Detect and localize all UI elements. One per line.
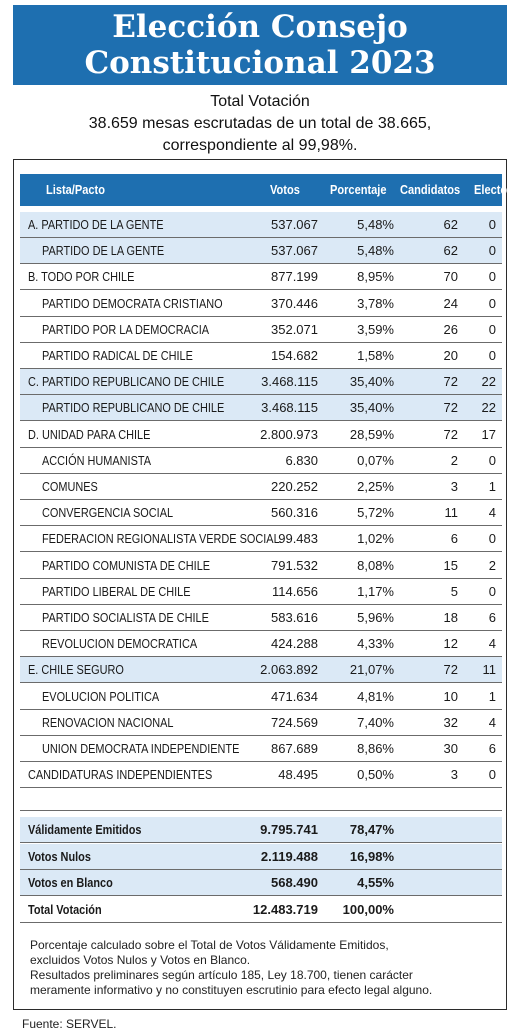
party-name: UNION DEMOCRATA INDEPENDIENTE <box>42 741 240 756</box>
totals-percent: 16,98% <box>349 848 394 864</box>
header-percent: Porcentaje <box>330 182 387 197</box>
votes-value: 791.532 <box>271 557 318 573</box>
table-row <box>20 395 502 421</box>
table-row <box>20 526 502 552</box>
table-row <box>20 448 502 474</box>
percent-value: 7,40% <box>357 714 394 730</box>
party-name: PARTIDO POR LA DEMOCRACIA <box>42 321 210 337</box>
party-name: ACCIÓN HUMANISTA <box>42 452 152 468</box>
table-header <box>20 174 508 206</box>
elected-value: 6 <box>488 741 496 756</box>
elected-value: 0 <box>488 243 496 259</box>
percent-value: 5,48% <box>357 243 394 259</box>
candidates-value: 62 <box>443 217 458 232</box>
candidates-value: 3 <box>450 767 458 783</box>
totals-row <box>20 870 502 896</box>
table-row <box>20 291 502 317</box>
totals-percent: 78,47% <box>349 822 394 837</box>
percent-value: 2,25% <box>357 479 394 494</box>
totals-percent: 100,00% <box>342 901 394 917</box>
party-name: REVOLUCION DEMOCRATICA <box>42 636 198 652</box>
percent-value: 0,50% <box>357 767 394 783</box>
party-name: PARTIDO DE LA GENTE <box>42 243 165 259</box>
header-candidates: Candidatos <box>400 182 461 197</box>
party-name: EVOLUCION POLITICA <box>42 688 160 704</box>
table-row <box>20 710 502 736</box>
candidates-value: 2 <box>450 452 458 468</box>
row-separator <box>20 787 502 788</box>
votes-value: 537.067 <box>271 243 318 259</box>
candidates-value: 3 <box>450 479 458 494</box>
votes-value: 3.468.115 <box>261 374 318 390</box>
party-name: D. UNIDAD PARA CHILE <box>28 426 151 442</box>
party-name: CANDIDATURAS INDEPENDIENTES <box>28 767 213 783</box>
votes-value: 154.682 <box>271 348 318 363</box>
candidates-value: 18 <box>443 610 458 625</box>
totals-row <box>20 897 502 923</box>
source-credit: Fuente: SERVEL. <box>22 1017 117 1031</box>
totals-row <box>20 844 502 870</box>
totals-label: Válidamente Emitidos <box>28 822 142 837</box>
percent-value: 5,48% <box>357 217 394 232</box>
note-line-1: Porcentaje calculado sobre el Total de Votos Válidamente Emitidos, <box>30 938 389 952</box>
votes-value: 471.634 <box>271 688 318 704</box>
row-separator <box>20 922 502 923</box>
party-name: RENOVACION NACIONAL <box>42 714 174 730</box>
header-votes: Votos <box>270 182 300 197</box>
table-row <box>20 605 502 631</box>
percent-value: 1,02% <box>357 531 394 547</box>
votes-value: 537.067 <box>271 217 318 232</box>
percent-value: 5,72% <box>357 505 394 521</box>
party-name: E. CHILE SEGURO <box>28 662 124 678</box>
elected-value: 1 <box>488 479 496 494</box>
party-name: PARTIDO LIBERAL DE CHILE <box>42 583 191 599</box>
table-row <box>20 343 502 369</box>
title-line-2: Constitucional 2023 <box>84 45 436 81</box>
candidates-value: 15 <box>443 557 458 573</box>
note-line-4: meramente informativo y no constituyen escrutinio para efecto legal alguno. <box>30 983 433 997</box>
table-row <box>20 238 502 264</box>
title-line-1: Elección Consejo <box>112 9 408 45</box>
table-row <box>20 264 502 290</box>
subtitle-total: Total Votación <box>210 93 310 110</box>
votes-value: 3.468.115 <box>261 400 318 416</box>
candidates-value: 6 <box>450 531 458 547</box>
elected-value: 6 <box>488 610 496 625</box>
table-row <box>20 762 502 788</box>
elected-value: 0 <box>488 321 496 337</box>
percent-value: 35,40% <box>349 400 394 416</box>
percent-value: 1,58% <box>357 348 394 363</box>
candidates-value: 26 <box>443 321 458 337</box>
elected-value: 0 <box>488 531 496 547</box>
percent-value: 21,07% <box>349 662 394 678</box>
table-divider <box>20 810 502 811</box>
table-row <box>20 212 502 238</box>
totals-label: Votos Nulos <box>28 848 91 864</box>
table-row <box>20 684 502 710</box>
votes-value: 424.288 <box>271 636 318 652</box>
percent-value: 5,96% <box>357 610 394 625</box>
elected-value: 0 <box>488 217 496 232</box>
elected-value: 0 <box>488 452 496 468</box>
elected-value: 22 <box>481 400 496 416</box>
table-row <box>20 474 502 500</box>
note-line-2: excluidos Votos Nulos y Votos en Blanco. <box>30 953 251 967</box>
votes-value: 867.689 <box>271 741 318 756</box>
candidates-value: 32 <box>443 714 458 730</box>
elected-value: 1 <box>488 688 496 704</box>
table-row <box>20 579 502 605</box>
percent-value: 28,59% <box>349 426 394 442</box>
candidates-value: 24 <box>443 295 458 311</box>
party-name: PARTIDO SOCIALISTA DE CHILE <box>42 610 209 625</box>
votes-value: 877.199 <box>271 269 318 285</box>
table-row <box>20 369 502 395</box>
table-row <box>20 422 502 448</box>
totals-votes: 568.490 <box>271 875 318 890</box>
candidates-value: 10 <box>443 688 458 704</box>
table-row <box>20 631 502 657</box>
candidates-value: 5 <box>450 583 458 599</box>
subtitle-percent: correspondiente al 99,98%. <box>162 137 358 154</box>
candidates-value: 30 <box>443 741 458 756</box>
party-name: COMUNES <box>42 479 98 494</box>
candidates-value: 12 <box>443 636 458 652</box>
votes-value: 114.656 <box>271 583 318 599</box>
party-name: PARTIDO DEMOCRATA CRISTIANO <box>42 295 223 311</box>
candidates-value: 72 <box>443 662 458 678</box>
party-name: B. TODO POR CHILE <box>28 269 135 285</box>
header-elected: Electo <box>474 182 508 197</box>
table-row <box>20 553 502 579</box>
votes-value: 220.252 <box>271 479 318 494</box>
elected-value: 11 <box>482 662 496 678</box>
header-list: Lista/Pacto <box>46 182 105 197</box>
elected-value: 4 <box>488 714 496 730</box>
elected-value: 0 <box>488 348 496 363</box>
party-name: A. PARTIDO DE LA GENTE <box>28 217 164 232</box>
table-row <box>20 736 502 762</box>
votes-value: 2.063.892 <box>260 662 318 678</box>
elected-value: 17 <box>481 426 496 442</box>
votes-value: 6.830 <box>285 452 318 468</box>
percent-value: 4,81% <box>357 688 394 704</box>
elected-value: 0 <box>488 295 496 311</box>
votes-value: 724.569 <box>271 714 318 730</box>
totals-label: Votos en Blanco <box>28 875 113 890</box>
percent-value: 35,40% <box>349 374 394 390</box>
votes-value: 99.483 <box>278 531 318 547</box>
totals-label: Total Votación <box>28 901 102 917</box>
totals-votes: 9.795.741 <box>260 822 318 837</box>
candidates-value: 72 <box>443 400 458 416</box>
totals-row <box>20 817 502 843</box>
table-row <box>20 500 502 526</box>
totals-votes: 2.119.488 <box>260 848 318 864</box>
elected-value: 0 <box>488 583 496 599</box>
table-row <box>20 317 502 343</box>
totals-percent: 4,55% <box>357 875 394 890</box>
votes-value: 2.800.973 <box>260 426 318 442</box>
elected-value: 0 <box>488 269 496 285</box>
percent-value: 8,08% <box>357 557 394 573</box>
title-banner <box>13 5 507 85</box>
candidates-value: 72 <box>443 426 458 442</box>
party-name: PARTIDO REPUBLICANO DE CHILE <box>42 400 225 416</box>
percent-value: 4,33% <box>357 636 394 652</box>
percent-value: 3,78% <box>357 295 394 311</box>
votes-value: 48.495 <box>278 767 318 783</box>
party-name: FEDERACION REGIONALISTA VERDE SOCIAL <box>42 531 280 547</box>
percent-value: 3,59% <box>357 321 394 337</box>
table-row <box>20 657 502 683</box>
elected-value: 4 <box>488 505 496 521</box>
party-name: CONVERGENCIA SOCIAL <box>42 505 174 521</box>
candidates-value: 20 <box>443 348 458 363</box>
votes-value: 370.446 <box>271 295 318 311</box>
percent-value: 1,17% <box>357 583 394 599</box>
totals-votes: 12.483.719 <box>252 901 318 917</box>
percent-value: 0,07% <box>357 452 394 468</box>
votes-value: 352.071 <box>271 321 318 337</box>
subtitle-mesas: 38.659 mesas escrutadas de un total de 38.665, <box>88 115 432 132</box>
candidates-value: 62 <box>443 243 458 259</box>
candidates-value: 72 <box>443 374 458 390</box>
note-line-3: Resultados preliminares según artículo 185, Ley 18.700, tienen carácter <box>30 968 413 982</box>
votes-value: 560.316 <box>271 505 318 521</box>
results-table-frame <box>13 159 507 1010</box>
candidates-value: 11 <box>444 505 458 521</box>
party-name: PARTIDO RADICAL DE CHILE <box>42 348 193 363</box>
percent-value: 8,95% <box>357 269 394 285</box>
candidates-value: 70 <box>443 269 458 285</box>
elected-value: 2 <box>488 557 496 573</box>
party-name: C. PARTIDO REPUBLICANO DE CHILE <box>28 374 225 390</box>
percent-value: 8,86% <box>357 741 394 756</box>
votes-value: 583.616 <box>271 610 318 625</box>
elected-value: 4 <box>488 636 496 652</box>
party-name: PARTIDO COMUNISTA DE CHILE <box>42 557 211 573</box>
elected-value: 22 <box>481 374 496 390</box>
elected-value: 0 <box>488 767 496 783</box>
